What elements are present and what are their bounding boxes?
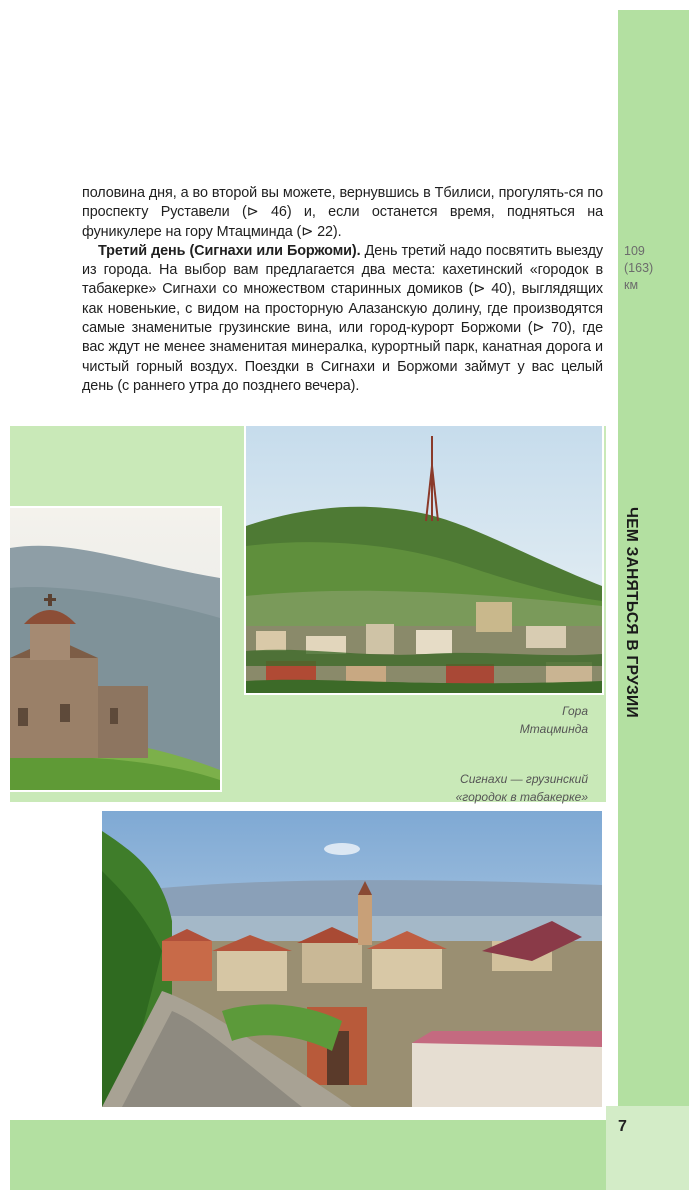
paragraph-2-heading: Третий день (Сигнахи или Боржоми). [98,242,361,259]
article-text [82,184,603,396]
paragraph-1: половина дня, а во второй вы можете, вернувшись в Тбилиси, прогулять-ся по проспекту Руставели (⊳ 46) и, если останется время, подняться на фуникулере на гору Мтацминда (⊳ 22). [82,185,603,240]
distance-note [624,243,664,294]
page-number: 7 [618,1118,627,1135]
distance-note-line-1: 109 [624,244,645,258]
bottom-band [10,1120,606,1190]
caption-line: «городок в табакерке» [455,790,588,804]
sighnaghi-caption [430,770,588,806]
mtatsminda-caption [480,702,588,738]
caption-line: Мтацминда [519,722,588,736]
distance-note-line-3: км [624,278,639,292]
mtatsminda-photo [244,426,604,695]
paragraph-2-text: День третий надо посвятить выезду из города. На выбор вам предлагается два места: кахетинский «городок в табакерке» Сигнахи со множеством старинных домиков (⊳ 40), выглядящих как новенькие, с видом на просторную Алазанскую долину, где производятся самые знаменитые грузинские вина, или город-курорт Боржоми (⊳ 70), где вас ждут не менее знаменитая минералка, курортный парк, канатная дорога и чистый горный воздух. Поездки в Сигнахи и Боржоми займут у вас целый день (с раннего утра до позднего вечера). [82,242,603,394]
distance-note-line-2: (163) [624,261,654,275]
paragraph-2 [82,242,603,396]
monastery-photo [10,506,222,792]
caption-line: Сигнахи — грузинский [460,772,588,786]
sighnaghi-photo [100,809,604,1109]
caption-line: Гора [562,704,588,718]
section-title: ЧЕМ ЗАНЯТЬСЯ В ГРУЗИИ [623,507,640,718]
